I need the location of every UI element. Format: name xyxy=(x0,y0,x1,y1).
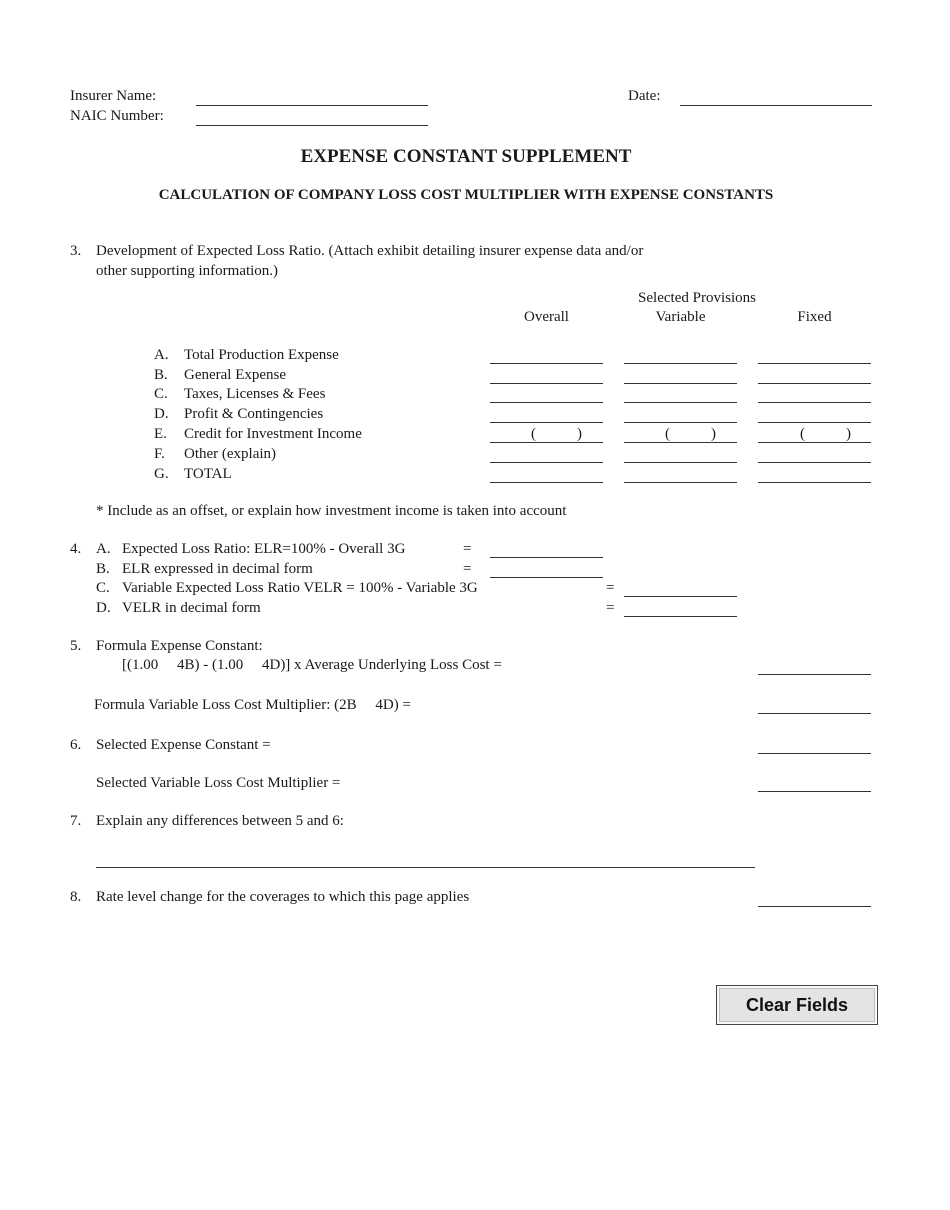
row-d-letter: D. xyxy=(154,406,169,422)
field-3f-overall[interactable] xyxy=(490,446,603,463)
overall-column-header: Overall xyxy=(524,309,569,325)
section-4c-text: Variable Expected Loss Ratio VELR = 100% - Variable 3G xyxy=(122,580,478,596)
field-3b-variable[interactable] xyxy=(624,367,737,384)
row-g-label: TOTAL xyxy=(184,466,232,482)
section-3-number: 3. xyxy=(70,243,82,259)
section-4a-equals: = xyxy=(463,541,472,557)
row-a-letter: A. xyxy=(154,347,169,363)
variable-column-header: Variable xyxy=(655,309,706,325)
field-3b-overall[interactable] xyxy=(490,367,603,384)
field-3g-fixed[interactable] xyxy=(758,466,871,483)
section-7-text: Explain any differences between 5 and 6: xyxy=(96,813,344,829)
field-3c-overall[interactable] xyxy=(490,386,603,403)
field-3e-fixed[interactable] xyxy=(758,426,871,443)
field-3a-fixed[interactable] xyxy=(758,347,871,364)
row-b-label: General Expense xyxy=(184,367,287,383)
field-5-expense-constant[interactable] xyxy=(758,658,871,675)
insurer-name-label: Insurer Name: xyxy=(70,88,157,104)
row-c-label: Taxes, Licenses & Fees xyxy=(184,386,326,402)
field-3e-overall[interactable] xyxy=(490,426,603,443)
section-6-multiplier-label: Selected Variable Loss Cost Multiplier = xyxy=(96,775,341,791)
field-3a-variable[interactable] xyxy=(624,347,737,364)
section-4c-equals: = xyxy=(606,580,615,596)
row-e-label: Credit for Investment Income xyxy=(184,426,362,442)
field-7-explanation[interactable] xyxy=(96,851,755,868)
section-6-number: 6. xyxy=(70,737,82,753)
field-5-loss-cost-multiplier[interactable] xyxy=(758,697,871,714)
row-g-letter: G. xyxy=(154,466,169,482)
section-6-expense-constant-label: Selected Expense Constant = xyxy=(96,737,271,753)
field-3c-variable[interactable] xyxy=(624,386,737,403)
field-3g-overall[interactable] xyxy=(490,466,603,483)
section-4b-text: ELR expressed in decimal form xyxy=(122,561,313,577)
section-5-title: Formula Expense Constant: xyxy=(96,638,263,654)
field-6-expense-constant[interactable] xyxy=(758,737,871,754)
row-b-letter: B. xyxy=(154,367,168,383)
date-field[interactable] xyxy=(680,89,872,106)
row-d-label: Profit & Contingencies xyxy=(184,406,324,422)
field-3e-variable[interactable] xyxy=(624,426,737,443)
insurer-name-field[interactable] xyxy=(196,89,428,106)
section-5-formula: [(1.00 4B) - (1.00 4D)] x Average Underlying Loss Cost = xyxy=(122,657,502,673)
section-8-number: 8. xyxy=(70,889,82,905)
section-7-number: 7. xyxy=(70,813,82,829)
field-4d[interactable] xyxy=(624,600,737,617)
page-subtitle: CALCULATION OF COMPANY LOSS COST MULTIPLIER WITH EXPENSE CONSTANTS xyxy=(158,187,774,203)
section-4a-text: Expected Loss Ratio: ELR=100% - Overall 3G xyxy=(122,541,406,557)
section-4b-equals: = xyxy=(463,561,472,577)
field-4c[interactable] xyxy=(624,580,737,597)
field-3d-overall[interactable] xyxy=(490,406,603,423)
section-8-text: Rate level change for the coverages to which this page applies xyxy=(96,889,470,905)
field-3a-overall[interactable] xyxy=(490,347,603,364)
paren-open-variable: ( xyxy=(665,426,670,442)
row-c-letter: C. xyxy=(154,386,168,402)
field-4a[interactable] xyxy=(490,541,603,558)
paren-close-variable: ) xyxy=(711,426,716,442)
field-3f-variable[interactable] xyxy=(624,446,737,463)
paren-open-overall: ( xyxy=(531,426,536,442)
row-f-label: Other (explain) xyxy=(184,446,277,462)
fixed-column-header: Fixed xyxy=(797,309,832,325)
page-title: EXPENSE CONSTANT SUPPLEMENT xyxy=(300,146,632,167)
section-5-number: 5. xyxy=(70,638,82,654)
naic-number-field[interactable] xyxy=(196,109,428,126)
row-f-letter: F. xyxy=(154,446,165,462)
section-4d-letter: D. xyxy=(96,600,111,616)
section-4d-equals: = xyxy=(606,600,615,616)
section-5-multiplier-label: Formula Variable Loss Cost Multiplier: (2B 4D) = xyxy=(94,697,411,713)
naic-number-label: NAIC Number: xyxy=(70,108,164,124)
section-3-text-line2: other supporting information.) xyxy=(96,263,279,279)
field-3d-fixed[interactable] xyxy=(758,406,871,423)
section-4d-text: VELR in decimal form xyxy=(122,600,261,616)
section-4c-letter: C. xyxy=(96,580,110,596)
field-3b-fixed[interactable] xyxy=(758,367,871,384)
selected-provisions-header: Selected Provisions xyxy=(638,290,756,306)
section-3-text-line1: Development of Expected Loss Ratio. (Attach exhibit detailing insurer expense data and/or xyxy=(96,243,644,259)
paren-close-overall: ) xyxy=(577,426,582,442)
section-4a-letter: A. xyxy=(96,541,111,557)
field-6-loss-cost-multiplier[interactable] xyxy=(758,775,871,792)
field-3g-variable[interactable] xyxy=(624,466,737,483)
row-e-letter: E. xyxy=(154,426,167,442)
clear-fields-button[interactable]: Clear Fields xyxy=(716,985,878,1025)
field-3d-variable[interactable] xyxy=(624,406,737,423)
field-8-rate-level-change[interactable] xyxy=(758,890,871,907)
field-3c-fixed[interactable] xyxy=(758,386,871,403)
field-3f-fixed[interactable] xyxy=(758,446,871,463)
paren-close-fixed: ) xyxy=(846,426,851,442)
row-a-label: Total Production Expense xyxy=(184,347,339,363)
field-4b[interactable] xyxy=(490,561,603,578)
section-4-number: 4. xyxy=(70,541,82,557)
section-4b-letter: B. xyxy=(96,561,110,577)
paren-open-fixed: ( xyxy=(800,426,805,442)
date-label: Date: xyxy=(628,88,661,104)
investment-income-footnote: * Include as an offset, or explain how investment income is taken into account xyxy=(96,503,567,519)
